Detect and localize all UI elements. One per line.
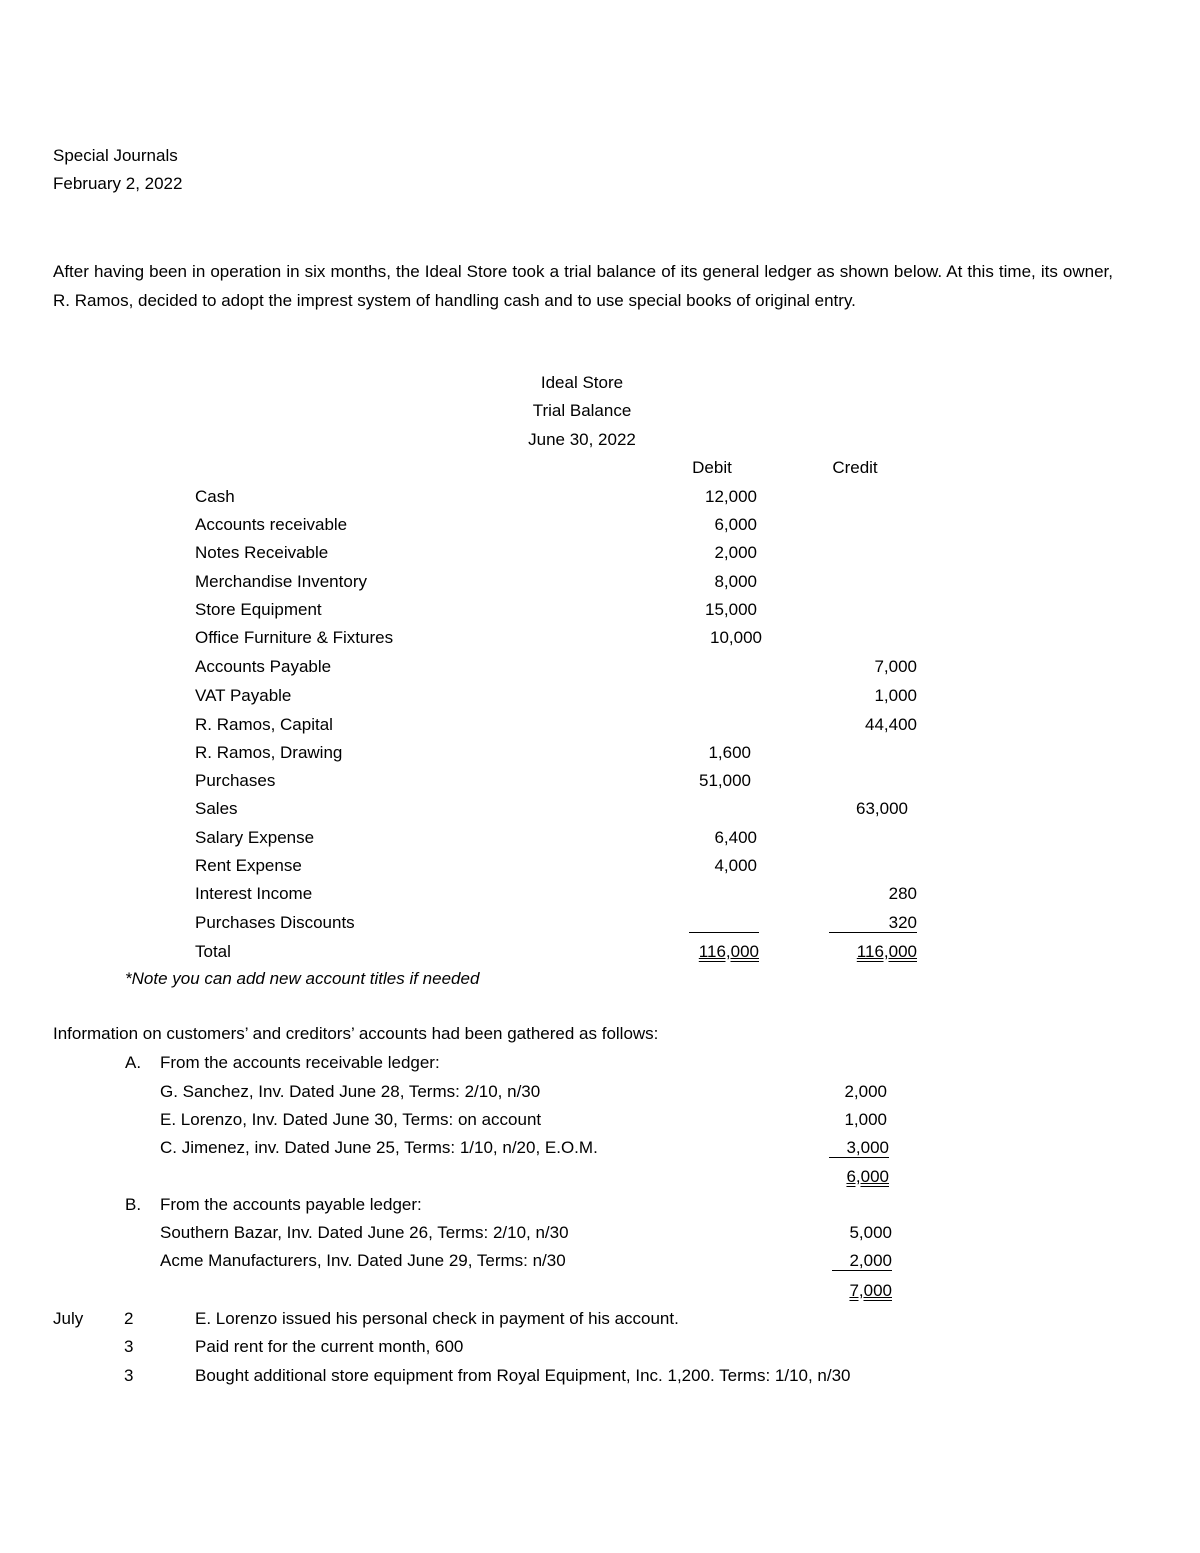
- account-name: Notes Receivable: [195, 543, 329, 562]
- ledger-amount: 2,000: [844, 1082, 887, 1101]
- account-name: Accounts receivable: [195, 515, 348, 534]
- ledger-entry: C. Jimenez, inv. Dated June 25, Terms: 1/10, n/20, E.O.M.: [160, 1138, 598, 1157]
- debit-amount: 10,000: [710, 628, 762, 647]
- total-debit: 116,000: [698, 942, 759, 961]
- debit-amount: 51,000: [699, 771, 751, 790]
- note: *Note you can add new account titles if needed: [125, 969, 480, 988]
- statement-title: Trial Balance: [532, 401, 632, 420]
- credit-amount: 63,000: [856, 799, 908, 818]
- account-name: Store Equipment: [195, 600, 322, 619]
- intro-paragraph: After having been in operation in six months, the Ideal Store took a trial balance of its general ledger as shown below. At this time, its owner, R. Ramos, decided to adopt the imprest system of handling cash and to use special books of original entry.: [53, 262, 1113, 310]
- ledger-entry: Southern Bazar, Inv. Dated June 26, Terms: 2/10, n/30: [160, 1223, 569, 1242]
- section-heading: From the accounts payable ledger:: [160, 1195, 422, 1214]
- payables-total: 7,000: [849, 1281, 892, 1300]
- debit-amount: 15,000: [705, 600, 757, 619]
- ledger-entry: E. Lorenzo, Inv. Dated June 30, Terms: on account: [160, 1110, 542, 1129]
- debit-amount: 6,000: [714, 515, 757, 534]
- total-label: Total: [195, 942, 231, 961]
- ledger-amount: 1,000: [844, 1110, 887, 1129]
- account-name: Salary Expense: [195, 828, 315, 847]
- transaction-day: 3: [124, 1366, 134, 1385]
- total-debit-cell: [660, 942, 759, 962]
- account-name: Merchandise Inventory: [195, 572, 367, 591]
- transaction-month: July: [53, 1309, 84, 1328]
- credit-amount: 1,000: [874, 686, 917, 705]
- ledger-amount: 2,000: [832, 1251, 892, 1271]
- account-name: R. Ramos, Capital: [195, 715, 333, 734]
- account-name: Cash: [195, 487, 235, 506]
- account-name: Accounts Payable: [195, 657, 332, 676]
- document-date: February 2, 2022: [53, 174, 183, 193]
- statement-date: June 30, 2022: [528, 430, 636, 449]
- transaction-text: E. Lorenzo issued his personal check in payment of his account.: [195, 1309, 679, 1328]
- total-credit-cell: [815, 942, 917, 962]
- transaction-text: Paid rent for the current month, 600: [195, 1337, 464, 1356]
- receivables-total: 6,000: [846, 1167, 889, 1186]
- account-name: Interest Income: [195, 884, 313, 903]
- ledger-amount: 5,000: [849, 1223, 892, 1242]
- account-name: VAT Payable: [195, 686, 292, 705]
- account-name: Purchases: [195, 771, 276, 790]
- section-letter: B.: [125, 1195, 142, 1214]
- transaction-text: Bought additional store equipment from Royal Equipment, Inc. 1,200. Terms: 1/10, n/30: [195, 1366, 851, 1385]
- credit-amount: 44,400: [865, 715, 917, 734]
- debit-amount: 2,000: [714, 543, 757, 562]
- section-letter: A.: [125, 1053, 142, 1072]
- debit-amount: 6,400: [714, 828, 757, 847]
- debit-amount: 4,000: [714, 856, 757, 875]
- debit-amount: 12,000: [705, 487, 757, 506]
- debit-header: Debit: [692, 458, 732, 477]
- info-heading: Information on customers’ and creditors’ accounts had been gathered as follows:: [53, 1024, 659, 1043]
- credit-amount: 7,000: [874, 657, 917, 676]
- ledger-entry: Acme Manufacturers, Inv. Dated June 29, Terms: n/30: [160, 1251, 566, 1270]
- payables-total-cell: [832, 1281, 892, 1301]
- debit-amount: 8,000: [714, 572, 757, 591]
- account-name: Rent Expense: [195, 856, 302, 875]
- ledger-amount: 3,000: [829, 1138, 889, 1158]
- account-name: R. Ramos, Drawing: [195, 743, 343, 762]
- credit-header: Credit: [832, 458, 878, 477]
- ledger-entry: G. Sanchez, Inv. Dated June 28, Terms: 2/10, n/30: [160, 1082, 541, 1101]
- transaction-day: 3: [124, 1337, 134, 1356]
- receivables-total-cell: [829, 1167, 889, 1187]
- credit-amount: 320: [829, 913, 917, 933]
- document-title: Special Journals: [53, 146, 178, 165]
- account-name: Office Furniture & Fixtures: [195, 628, 394, 647]
- debit-amount: 1,600: [708, 743, 751, 762]
- account-name: Sales: [195, 799, 238, 818]
- total-credit: 116,000: [856, 942, 917, 961]
- section-heading: From the accounts receivable ledger:: [160, 1053, 440, 1072]
- credit-amount: 280: [888, 884, 917, 903]
- transaction-day: 2: [124, 1309, 134, 1328]
- company-name: Ideal Store: [540, 373, 624, 392]
- account-name: Purchases Discounts: [195, 913, 355, 932]
- debit-underline: [689, 913, 759, 932]
